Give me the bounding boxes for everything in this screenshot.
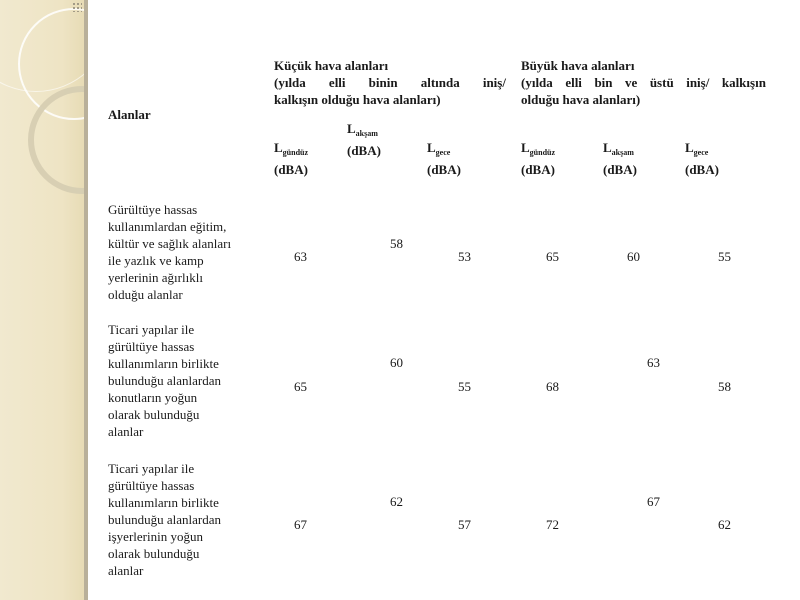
table-cell: 63	[294, 249, 307, 264]
large-airports-desc-line1: (yılda elli bin ve üstü iniş/ kalkışın	[521, 75, 766, 90]
table-cell: 55	[458, 379, 471, 394]
small-airports-title: Küçük hava alanları	[274, 58, 389, 73]
table-cell: 62	[718, 517, 731, 532]
table-cell: 72	[546, 517, 559, 532]
table-cell: 58	[390, 236, 403, 251]
subcol-header: $L_{gündüz}$ (dBA)	[274, 140, 309, 177]
table-cell: 60	[627, 249, 640, 264]
large-airports-desc-line2: olduğu hava alanları)	[521, 92, 641, 107]
table-cell: 65	[294, 379, 307, 394]
table-row-label: Gürültüye hassas kullanımlardan eğitim, kültür ve sağlık alanları ile yazlık ve kamp yerlerinin ağırlıklı olduğu alanlar	[108, 202, 232, 302]
subcol-header: $L_{akşam}$ (dBA)	[347, 121, 381, 158]
table-cell: 68	[546, 379, 559, 394]
subcol-header: $L_{gece}$ (dBA)	[427, 140, 461, 177]
subcol-header: $L_{akşam}$ (dBA)	[603, 140, 637, 177]
table-cell: 62	[390, 494, 403, 509]
table-row-label: Ticari yapılar ile gürültüye hassas kullanımların birlikte bulunduğu alanlardan konutların yoğun olarak bulunduğu alanlar	[108, 322, 221, 439]
large-airports-title: Büyük hava alanları	[521, 58, 635, 73]
header-small-airports	[274, 57, 506, 108]
table-cell: 55	[718, 249, 731, 264]
small-airports-desc-line1: (yılda elli binin altında iniş/	[274, 75, 506, 90]
table-cell: 57	[458, 517, 471, 532]
table-cell: 67	[647, 494, 660, 509]
table-cell: 60	[390, 355, 403, 370]
sidebar-edge	[84, 0, 88, 600]
subcol-header: $L_{gündüz}$ (dBA)	[521, 140, 556, 177]
table-cell: 67	[294, 517, 307, 532]
small-airports-desc-line2: kalkışın olduğu hava alanları)	[274, 92, 441, 107]
decorative-sidebar	[0, 0, 88, 600]
table-cell: 53	[458, 249, 471, 264]
table-cell: 65	[546, 249, 559, 264]
decorative-dots	[72, 2, 82, 12]
table-row-label: Ticari yapılar ile gürültüye hassas kullanımların birlikte bulunduğu alanlardan işyerlerinin yoğun olarak bulunduğu alanlar	[108, 461, 221, 578]
subcol-header: $L_{gece}$ (dBA)	[685, 140, 719, 177]
table-cell: 63	[647, 355, 660, 370]
header-large-airports	[521, 57, 766, 108]
table-cell: 58	[718, 379, 731, 394]
header-areas: Alanlar	[108, 107, 151, 122]
